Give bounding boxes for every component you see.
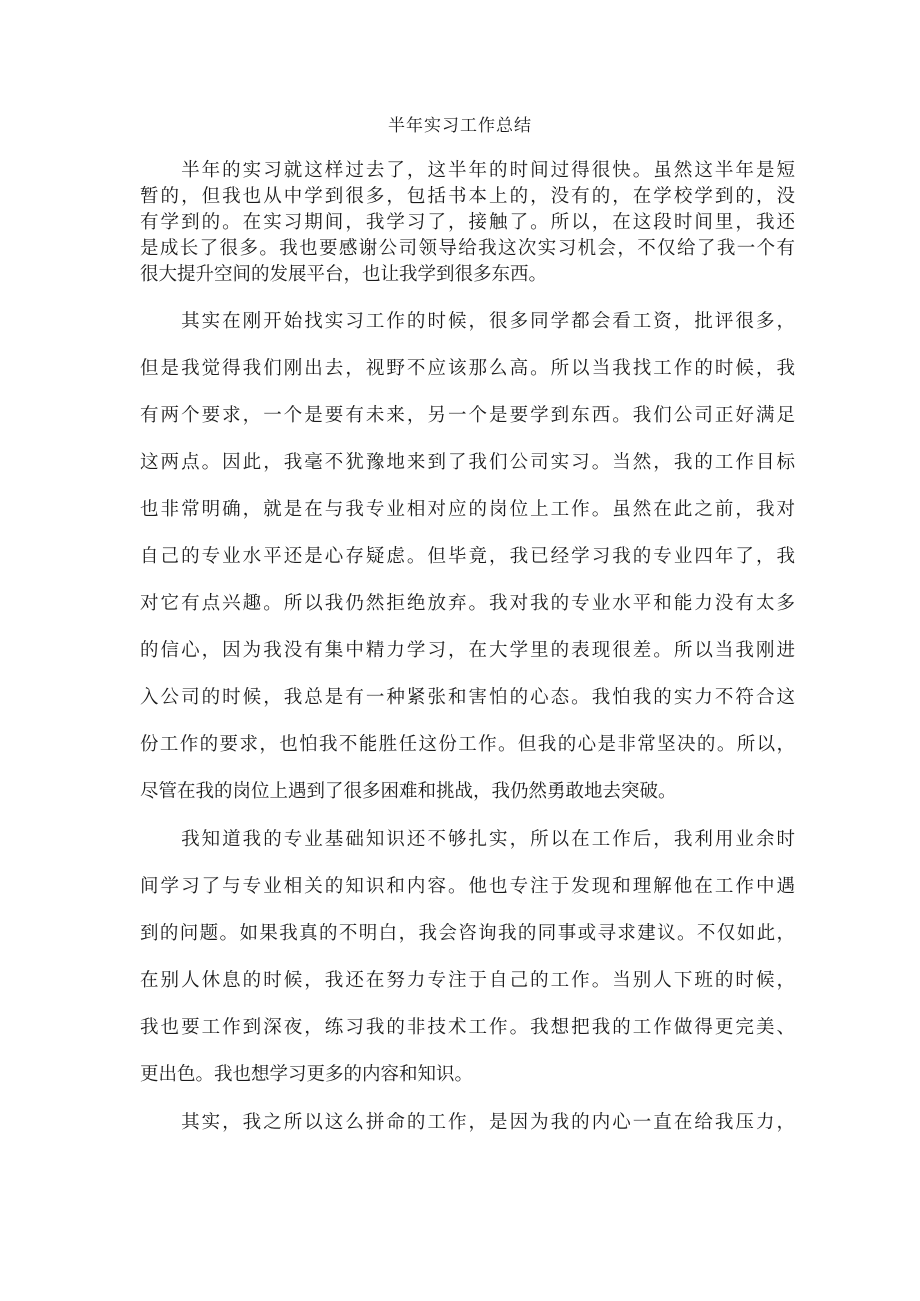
paragraph-line: 其实在刚开始找实习工作的时候，很多同学都会看工资，批评很多， — [140, 311, 795, 332]
paragraph-line: 份工作的要求，也怕我不能胜任这份工作。但我的心是非常坚决的。所以， — [140, 734, 795, 755]
paragraph-line: 很大提升空间的发展平台，也让我学到很多东西。 — [140, 264, 548, 285]
paragraph-line: 自己的专业水平还是心存疑虑。但毕竟，我已经学习我的专业四年了，我 — [140, 546, 795, 567]
paragraph-line: 更出色。我也想学习更多的内容和知识。 — [140, 1064, 474, 1085]
paragraph-1 — [140, 158, 795, 287]
paragraph-line: 其实，我之所以这么拼命的工作，是因为我的内心一直在给我压力， — [140, 1112, 795, 1133]
paragraph-line: 半年的实习就这样过去了，这半年的时间过得很快。虽然这半年是短 — [140, 160, 795, 181]
paragraph-line: 是成长了很多。我也要感谢公司领导给我这次实习机会，不仅给了我一个有 — [140, 238, 795, 259]
paragraph-line: 尽管在我的岗位上遇到了很多困难和挑战，我仍然勇敢地去突破。 — [140, 781, 677, 802]
paragraph-line: 有两个要求，一个是要有未来，另一个是要学到东西。我们公司正好满足 — [140, 405, 795, 426]
paragraph-line: 间学习了与专业相关的知识和内容。他也专注于发现和理解他在工作中遇 — [140, 876, 795, 897]
paragraph-3 — [140, 827, 795, 1087]
paragraph-line: 对它有点兴趣。所以我仍然拒绝放弃。我对我的专业水平和能力没有太多 — [140, 593, 795, 614]
paragraph-line: 的信心，因为我没有集中精力学习，在大学里的表现很差。所以当我刚进 — [140, 640, 795, 661]
paragraph-line: 到的问题。如果我真的不明白，我会咨询我的同事或寻求建议。不仅如此， — [140, 923, 795, 944]
paragraph-line: 有学到的。在实习期间，我学习了，接触了。所以，在这段时间里，我还 — [140, 212, 795, 233]
paragraph-line: 但是我觉得我们刚出去，视野不应该那么高。所以当我找工作的时候，我 — [140, 358, 795, 379]
paragraph-line: 在别人休息的时候，我还在努力专注于自己的工作。当别人下班的时候， — [140, 970, 795, 991]
document-title: 半年实习工作总结 — [388, 116, 532, 136]
paragraph-2 — [140, 309, 795, 804]
paragraph-line: 入公司的时候，我总是有一种紧张和害怕的心态。我怕我的实力不符合这 — [140, 687, 795, 708]
document-body — [140, 158, 795, 1135]
paragraph-line: 也非常明确，就是在与我专业相对应的岗位上工作。虽然在此之前，我对 — [140, 499, 795, 520]
paragraph-4 — [140, 1110, 795, 1135]
paragraph-line: 暂的，但我也从中学到很多，包括书本上的，没有的，在学校学到的，没 — [140, 186, 795, 207]
paragraph-line: 我也要工作到深夜，练习我的非技术工作。我想把我的工作做得更完美、 — [140, 1017, 795, 1038]
paragraph-line: 这两点。因此，我毫不犹豫地来到了我们公司实习。当然，我的工作目标 — [140, 452, 795, 473]
paragraph-line: 我知道我的专业基础知识还不够扎实，所以在工作后，我利用业余时 — [140, 829, 795, 850]
